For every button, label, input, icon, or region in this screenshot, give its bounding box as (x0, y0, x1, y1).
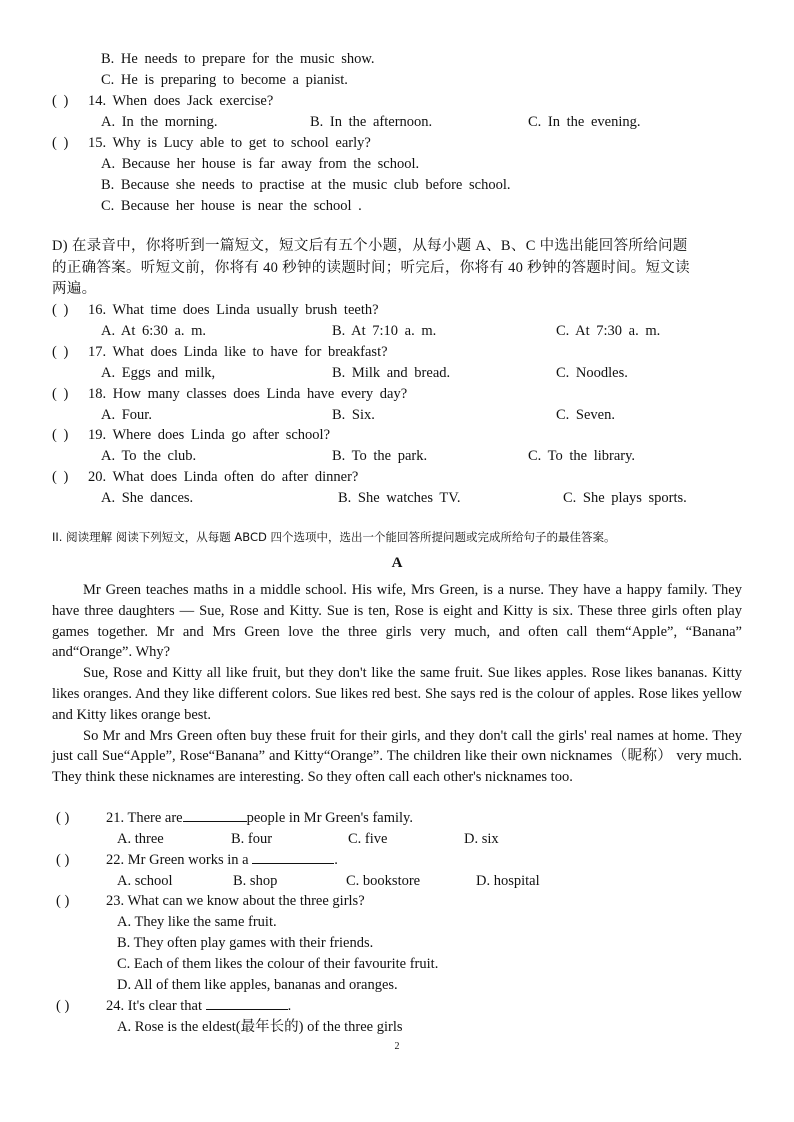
q24-answer-paren: ( ) (56, 998, 70, 1014)
passage-paragraph: So Mr and Mrs Green often buy these fruit for their girls, and they don't call the girls' real names at home. They just call Sue“Apple”, Rose“Banana” and Kitty“Orange”. The children like their own nicknames（昵称） very much. They think these nicknames are interesting. So they often call each other's nicknames too. (52, 727, 742, 786)
q16-stem: 16. What time does Linda usually brush teeth? (88, 302, 379, 318)
q16-answer-paren: ( ) (52, 302, 69, 318)
q19-option-b: B. To the park. (332, 448, 428, 464)
q24-option-a: A. Rose is the eldest(最年长的) of the three girls (117, 1019, 403, 1035)
q19-stem: 19. Where does Linda go after school? (88, 427, 330, 443)
q14-option-b: B. In the afternoon. (310, 114, 433, 130)
q18-stem: 18. How many classes does Linda have every day? (88, 386, 408, 402)
q15-option-b: B. Because she needs to practise at the music club before school. (101, 177, 511, 193)
answer-blank[interactable] (252, 851, 334, 864)
q15-answer-paren: ( ) (52, 135, 69, 151)
q20-stem: 20. What does Linda often do after dinner? (88, 469, 359, 485)
q22-option-a: A. school (117, 873, 173, 889)
q22-option-b: B. shop (233, 873, 278, 889)
page-number: 2 (394, 1041, 400, 1052)
q23-answer-paren: ( ) (56, 893, 70, 909)
q23-stem: 23. What can we know about the three girls? (106, 893, 365, 909)
answer-blank[interactable] (206, 997, 288, 1010)
q18-option-a: A. Four. (101, 407, 152, 423)
q14-stem: 14. When does Jack exercise? (88, 93, 274, 109)
q16-option-b: B. At 7:10 a. m. (332, 323, 437, 339)
q21-stem (106, 808, 413, 828)
q22-option-c: C. bookstore (346, 873, 421, 889)
q20-option-b: B. She watches TV. (338, 490, 461, 506)
q19-option-a: A. To the club. (101, 448, 197, 464)
section-d-intro-line1: D) 在录音中，你将听到一篇短文，短文后有五个小题，从每小题 A、B、C 中选出能回答所给问题 (52, 238, 688, 254)
q23-option-a: A. They like the same fruit. (117, 914, 277, 930)
q22-answer-paren: ( ) (56, 852, 70, 868)
q21-stem-end: people in Mr Green's family. (246, 810, 413, 826)
section-d-intro-line2: 的正确答案。听短文前，你将有 40 秒钟的读题时间；听完后，你将有 40 秒钟的答题时间。短文读 (52, 260, 690, 276)
q13-option-b: B. He needs to prepare for the music show. (101, 51, 375, 67)
q17-option-a: A. Eggs and milk, (101, 365, 216, 381)
q15-stem: 15. Why is Lucy able to get to school early? (88, 135, 371, 151)
q21-answer-paren: ( ) (56, 810, 70, 826)
q14-option-a: A. In the morning. (101, 114, 218, 130)
q18-option-b: B. Six. (332, 407, 375, 423)
q14-answer-paren: ( ) (52, 93, 69, 109)
q21-option-b: B. four (231, 831, 273, 847)
q14-option-c: C. In the evening. (528, 114, 641, 130)
q23-option-c: C. Each of them likes the colour of their favourite fruit. (117, 956, 439, 972)
q21-option-d: D. six (464, 831, 499, 847)
q17-answer-paren: ( ) (52, 344, 69, 360)
passage-paragraph: Mr Green teaches maths in a middle school. His wife, Mrs Green, is a nurse. They have a happy family. They have three daughters — Sue, Rose and Kitty. Sue is ten, Rose is eight and Kitty is six. These three girls often play games together. Mr and Mrs Green love the three girls very much, and often call them“Apple”, “Banana” and“Orange”. Why? (52, 582, 742, 661)
section-ii-heading: II. 阅读理解 阅读下列短文，从每题 ABCD 四个选项中，选出一个能回答所提问题或完成所给句子的最佳答案。 (52, 530, 616, 544)
q22-stem-end: . (334, 852, 338, 868)
q21-option-c: C. five (348, 831, 388, 847)
passage-label: A (391, 555, 403, 571)
q19-answer-paren: ( ) (52, 427, 69, 443)
q20-option-c: C. She plays sports. (563, 490, 687, 506)
q24-stem (106, 996, 291, 1016)
q16-option-a: A. At 6:30 a. m. (101, 323, 207, 339)
q18-option-c: C. Seven. (556, 407, 615, 423)
q16-option-c: C. At 7:30 a. m. (556, 323, 661, 339)
q21-stem-start: 21. There are (106, 810, 183, 826)
passage-paragraph: Sue, Rose and Kitty all like fruit, but they don't like the same fruit. Sue likes apples. Rose likes bananas. Kitty likes oranges. And they like different colors. Sue likes red best. She says red is the colour of apples. Rose likes yellow and Kitty likes orange best. (52, 665, 742, 723)
q21-option-a: A. three (117, 831, 164, 847)
q20-answer-paren: ( ) (52, 469, 69, 485)
q24-stem-end: . (287, 998, 292, 1014)
q22-stem (106, 850, 338, 870)
q17-stem: 17. What does Linda like to have for breakfast? (88, 344, 388, 360)
q13-option-c: C. He is preparing to become a pianist. (101, 72, 348, 88)
q22-option-d: D. hospital (476, 873, 540, 889)
q15-option-a: A. Because her house is far away from the school. (101, 156, 420, 172)
q23-option-d: D. All of them like apples, bananas and oranges. (117, 977, 398, 993)
q18-answer-paren: ( ) (52, 386, 69, 402)
q23-option-b: B. They often play games with their friends. (117, 935, 374, 951)
q22-stem-start: 22. Mr Green works in a (106, 852, 253, 868)
q17-option-c: C. Noodles. (556, 365, 628, 381)
passage-a (52, 580, 742, 788)
answer-blank[interactable] (183, 809, 247, 822)
q19-option-c: C. To the library. (528, 448, 636, 464)
q20-option-a: A. She dances. (101, 490, 194, 506)
q17-option-b: B. Milk and bread. (332, 365, 451, 381)
section-d-intro-line3: 两遍。 (52, 281, 97, 297)
q15-option-c: C. Because her house is near the school . (101, 198, 362, 214)
q24-stem-start: 24. It's clear that (106, 998, 206, 1014)
